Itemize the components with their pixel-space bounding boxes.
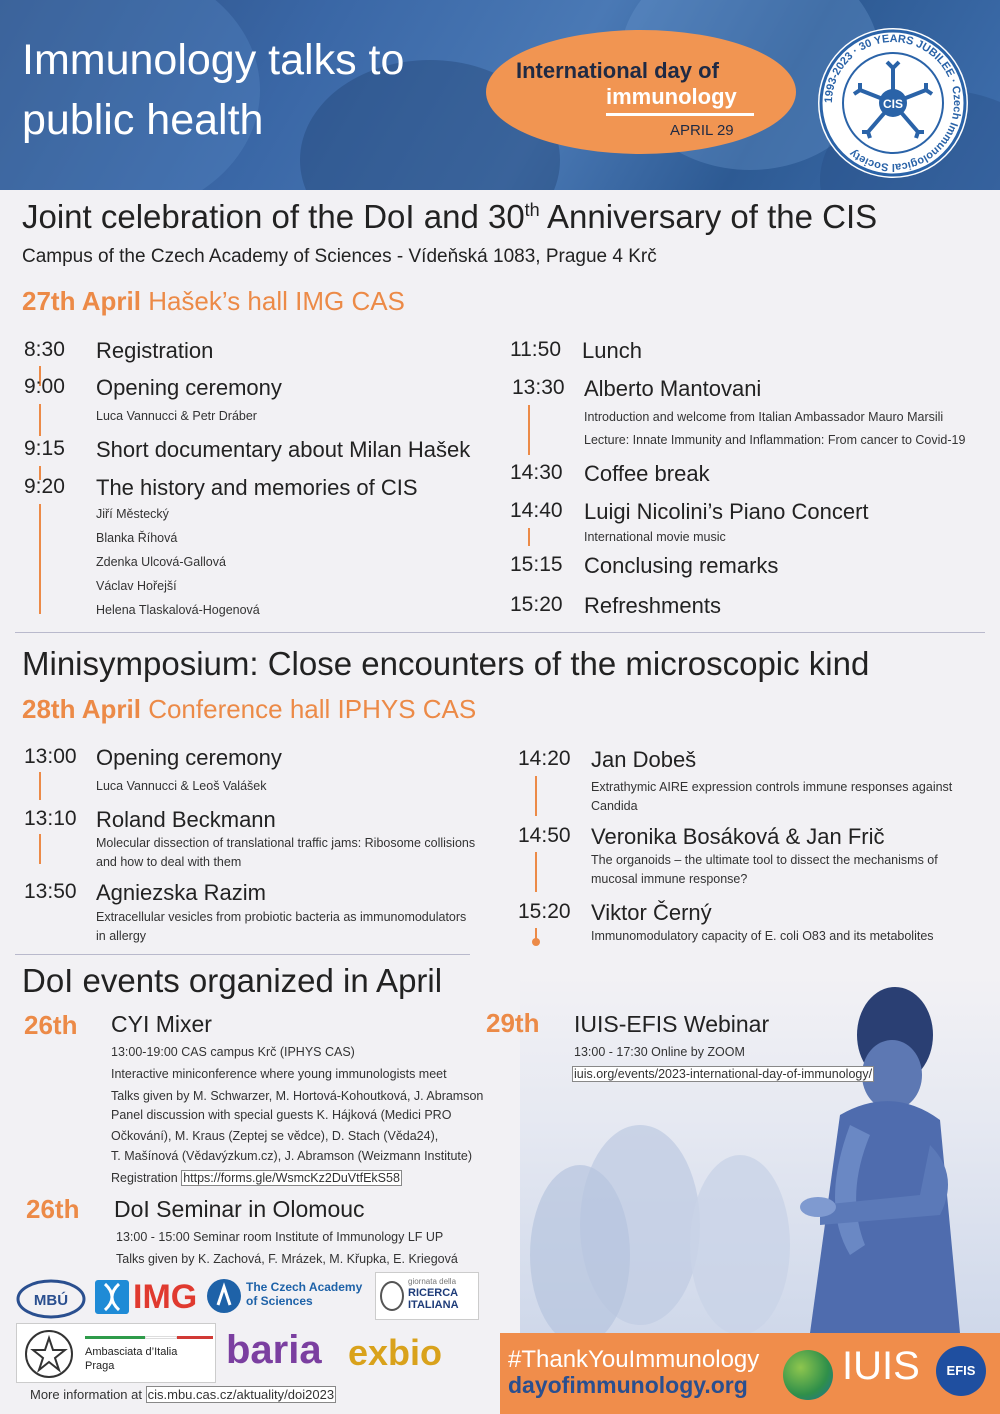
olomouc-day: 26th — [26, 1194, 80, 1224]
timeline-end-dot — [532, 938, 540, 946]
more-info-link[interactable]: cis.mbu.cas.cz/aktuality/doi2023 — [147, 1387, 335, 1402]
schedule-title: Opening ceremony — [96, 745, 282, 770]
talk-abstract: Extracellular vesicles from probiotic bacteria as immunomodulators — [96, 910, 467, 924]
cas-logo-icon — [207, 1279, 241, 1313]
timeline-line — [39, 504, 41, 614]
timeline-line — [528, 528, 530, 546]
schedule-speakers: Luca Vannucci & Petr Dráber — [96, 409, 257, 423]
day28-date-line — [22, 694, 476, 725]
timeline-line — [39, 772, 41, 800]
schedule-speaker: Helena Tlaskalová-Hogenová — [96, 603, 260, 617]
baria-logo: baria — [226, 1328, 322, 1372]
timeline-line — [535, 852, 537, 892]
doi-badge-line2: immunology — [606, 84, 737, 109]
poster-title-line: public health — [22, 96, 264, 144]
schedule-note: Lecture: Innate Immunity and Inflammation: From cancer to Covid-19 — [584, 433, 966, 447]
cyi-day: 26th — [24, 1010, 78, 1040]
cyi-registration — [111, 1168, 402, 1188]
day28-hall: Conference hall IPHYS CAS — [148, 694, 477, 724]
cis-seal-logo-icon — [818, 28, 968, 178]
schedule-title: Refreshments — [584, 593, 721, 618]
globe-icon — [783, 1350, 833, 1400]
timeline-line — [39, 404, 41, 436]
schedule-time: 14:20 — [518, 747, 571, 770]
webinar-link[interactable]: iuis.org/events/2023-international-day-of-immunology/ — [574, 1067, 873, 1081]
poster-title-line: Immunology talks to — [22, 36, 405, 84]
events-heading: DoI events organized in April — [22, 962, 443, 999]
talk-abstract: Extrathymic AIRE expression controls immune responses against — [591, 780, 953, 794]
flag-white — [145, 1336, 177, 1339]
ricerca-text: RICERCA ITALIANA — [408, 1287, 459, 1311]
schedule-note: International movie music — [584, 530, 726, 544]
schedule-title: Alberto Mantovani — [584, 376, 762, 401]
schedule-note: Introduction and welcome from Italian Ambassador Mauro Marsili — [584, 410, 944, 424]
olomouc-title: DoI Seminar in Olomouc — [114, 1196, 365, 1222]
day27-venue: Campus of the Czech Academy of Sciences - Vídeňská 1083, Prague 4 Krč — [22, 246, 657, 267]
timeline-line — [528, 405, 530, 455]
talk-abstract: mucosal immune response? — [591, 872, 748, 886]
more-info — [30, 1387, 336, 1402]
schedule-speaker: Václav Hořejší — [96, 579, 177, 593]
talk-abstract: and how to deal with them — [96, 855, 242, 869]
day27-hall: Hašek’s hall IMG CAS — [148, 286, 405, 316]
talk-abstract: Immunomodulatory capacity of E. coli O83 and its metabolites — [591, 929, 934, 943]
schedule-time: 13:00 — [24, 745, 77, 768]
section-divider — [15, 954, 470, 955]
poster-title — [22, 30, 404, 150]
registration-label: Registration — [111, 1171, 178, 1185]
schedule-time: 13:10 — [24, 807, 77, 830]
mbu-logo — [16, 1278, 86, 1320]
timeline-line — [535, 776, 537, 816]
schedule-title: Conclusing remarks — [584, 553, 779, 578]
schedule-title: Veronika Bosáková & Jan Frič — [591, 824, 885, 849]
schedule-time: 11:50 — [510, 338, 561, 361]
schedule-title: Agniezska Razim — [96, 880, 266, 905]
webinar-detail: 13:00 - 17:30 Online by ZOOM — [574, 1045, 745, 1059]
mbu-logo-icon — [16, 1278, 86, 1320]
schedule-time: 14:50 — [518, 824, 571, 847]
schedule-title: Coffee break — [584, 461, 710, 486]
cyi-detail: Očkování), M. Kraus (Zeptej se vědce), D. Stach (Věda24), — [111, 1129, 439, 1143]
ambasciata-logo — [16, 1323, 216, 1383]
schedule-speaker: Jiří Městecký — [96, 507, 169, 521]
site-link[interactable]: dayofimmunology.org — [508, 1372, 748, 1398]
cyi-detail: 13:00-19:00 CAS campus Krč (IPHYS CAS) — [111, 1045, 355, 1059]
talk-abstract: Molecular dissection of translational traffic jams: Ribosome collisions — [96, 836, 476, 850]
ambasciata-line1: Ambasciata d’Italia — [85, 1346, 178, 1358]
flag-green — [85, 1336, 145, 1339]
efis-logo: EFIS — [936, 1346, 986, 1396]
schedule-title: Jan Dobeš — [591, 747, 697, 772]
schedule-title: Short documentary about Milan Hašek — [96, 437, 471, 462]
cyi-detail: Panel discussion with special guests K. Hájková (Medici PRO — [111, 1108, 452, 1122]
schedule-title: Lunch — [582, 338, 642, 363]
schedule-time: 9:15 — [24, 437, 65, 460]
talk-abstract: Candida — [591, 799, 638, 813]
schedule-title: Opening ceremony — [96, 375, 282, 400]
day28-date: 28th April — [22, 694, 141, 724]
ricerca-logo — [375, 1272, 479, 1320]
timeline-line — [39, 834, 41, 864]
ambasciata-line2: Praga — [85, 1360, 115, 1372]
schedule-time: 14:30 — [510, 461, 563, 484]
schedule-time: 13:30 — [512, 376, 565, 399]
italian-emblem-icon — [23, 1328, 75, 1380]
schedule-time: 15:15 — [510, 553, 563, 576]
cyi-detail: T. Mašínová (Vědavýzkum.cz), J. Abramson (Weizmann Institute) — [111, 1149, 473, 1163]
talk-abstract: in allergy — [96, 929, 147, 943]
talk-abstract: The organoids – the ultimate tool to dissect the mechanisms of — [591, 853, 938, 867]
schedule-speaker: Zdenka Ulcová-Gallová — [96, 555, 226, 569]
iuis-logo: IUIS — [842, 1344, 920, 1388]
schedule-time: 9:00 — [24, 375, 65, 398]
schedule-title: The history and memories of CIS — [96, 475, 418, 500]
day27-date: 27th April — [22, 286, 141, 316]
more-info-label: More information at — [30, 1387, 142, 1402]
ricerca-emblem-icon — [380, 1281, 404, 1311]
day27-date-line — [22, 286, 405, 317]
schedule-time: 9:20 — [24, 475, 65, 498]
doi-badge-date: APRIL 29 — [670, 122, 734, 139]
schedule-title: Viktor Černý — [591, 900, 712, 925]
ricerca-small: giornata della — [408, 1277, 457, 1286]
doi-badge-line1: International day of — [516, 58, 719, 83]
svg-text:CIS: CIS — [882, 97, 904, 111]
doi-badge-underline — [606, 113, 754, 116]
webinar-link-row — [572, 1064, 874, 1084]
cis-jubilee-seal — [818, 28, 968, 178]
cyi-title: CYI Mixer — [111, 1011, 212, 1037]
webinar-title: IUIS-EFIS Webinar — [574, 1011, 770, 1037]
olomouc-detail: 13:00 - 15:00 Seminar room Institute of Immunology LF UP — [116, 1230, 444, 1244]
schedule-speakers: Luca Vannucci & Leoš Valášek — [96, 779, 267, 793]
img-logo-text: IMG — [133, 1278, 198, 1316]
olomouc-detail: Talks given by K. Zachová, F. Mrázek, M. Křupka, E. Kriegová — [116, 1252, 458, 1266]
schedule-time: 14:40 — [510, 499, 563, 522]
section-divider — [15, 632, 985, 633]
schedule-speaker: Blanka Říhová — [96, 531, 178, 545]
schedule-time: 15:20 — [518, 900, 571, 923]
exbio-logo: exbio — [348, 1332, 443, 1373]
day27-heading: Joint celebration of the DoI and 30th Anniversary of the CIS — [22, 198, 878, 235]
day28-heading: Minisymposium: Close encounters of the microscopic kind — [22, 645, 870, 682]
schedule-time: 13:50 — [24, 880, 77, 903]
svg-text:MBÚ: MBÚ — [33, 1292, 69, 1309]
schedule-title: Luigi Nicolini’s Piano Concert — [584, 499, 869, 524]
webinar-day: 29th — [486, 1008, 540, 1038]
schedule-time: 8:30 — [24, 338, 65, 361]
img-dna-icon — [95, 1280, 129, 1314]
flag-red — [177, 1336, 213, 1339]
cyi-detail: Talks given by M. Schwarzer, M. Hortová-Kohoutková, J. Abramson — [111, 1089, 484, 1103]
hashtag: #ThankYouImmunology — [508, 1346, 760, 1373]
cas-logo-text: The Czech Academy of Sciences — [246, 1280, 363, 1308]
schedule-time: 15:20 — [510, 593, 563, 616]
svg-text:1993-2023 · 30 YEARS JUBILEE ·: 1993-2023 · 30 YEARS JUBILEE · Czech Immunological Society — [822, 32, 964, 174]
schedule-title: Registration — [96, 338, 214, 363]
cyi-detail: Interactive miniconference where young immunologists meet — [111, 1067, 447, 1081]
schedule-title: Roland Beckmann — [96, 807, 276, 832]
registration-link[interactable]: https://forms.gle/WsmcKz2DuVtfEkS58 — [183, 1171, 400, 1185]
